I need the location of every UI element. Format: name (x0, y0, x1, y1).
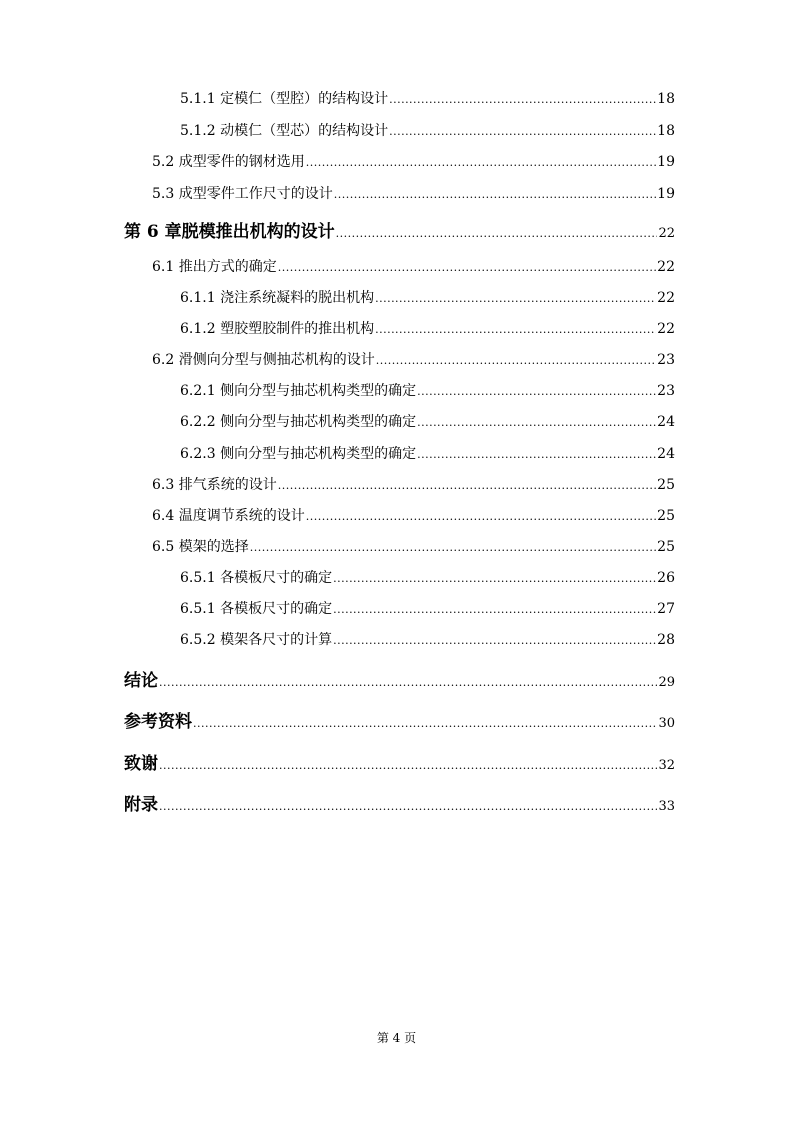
toc-entry-page: 27 (657, 601, 675, 617)
toc-leader (417, 385, 656, 398)
toc-leader (250, 541, 656, 554)
toc-entry-page: 18 (657, 91, 675, 107)
toc-entry-page: 25 (657, 508, 675, 524)
toc-entry-page: 30 (658, 716, 675, 731)
toc-entry-6-5[interactable] (152, 536, 675, 556)
toc-entry-page: 23 (657, 383, 675, 399)
toc-entry-conclusion[interactable] (124, 666, 675, 691)
toc-entry-page: 24 (657, 414, 675, 430)
toc-entry-title: 5.2 成型零件的钢材选用 (152, 154, 305, 170)
toc-entry-title: 致谢 (124, 754, 158, 774)
toc-entry-6-1[interactable] (152, 256, 675, 276)
toc-entry-title: 6.1 推出方式的确定 (152, 259, 277, 275)
toc-entry-title: 第 6 章脱模推出机构的设计 (124, 222, 335, 242)
toc-entry-6-2-2[interactable] (180, 411, 675, 431)
toc-entry-title: 6.2 滑侧向分型与侧抽芯机构的设计 (152, 352, 375, 368)
toc-leader (334, 188, 656, 201)
toc-entry-title: 6.5.1 各模板尺寸的确定 (180, 601, 333, 617)
toc-entry-page: 22 (657, 290, 675, 306)
toc-entry-title: 参考资料 (124, 712, 192, 732)
toc-entry-page: 23 (657, 352, 675, 368)
toc-entry-page: 33 (658, 799, 675, 814)
toc-entry-5-1-2[interactable] (180, 120, 675, 140)
toc-entry-title: 6.5.2 模架各尺寸的计算 (180, 632, 333, 648)
toc-leader (417, 448, 656, 461)
toc-entry-title: 5.1.2 动模仁（型芯）的结构设计 (180, 123, 389, 139)
toc-leader (306, 156, 656, 169)
toc-entry-page: 22 (657, 321, 675, 337)
toc-leader (375, 323, 656, 336)
toc-entry-title: 6.1.1 浇注系统凝料的脱出机构 (180, 290, 375, 306)
page-number-footer: 第 4 页 (376, 1031, 417, 1045)
toc-entry-page: 22 (658, 226, 675, 241)
toc-entry-page: 18 (657, 123, 675, 139)
toc-entry-appendix[interactable] (124, 790, 675, 815)
toc-entry-6-5-2[interactable] (180, 629, 675, 649)
toc-entry-title: 6.4 温度调节系统的设计 (152, 508, 305, 524)
toc-leader (278, 479, 656, 492)
toc-entry-5-3[interactable] (152, 183, 675, 203)
toc-entry-6-1-1[interactable] (180, 287, 675, 307)
toc-entry-page: 26 (657, 570, 675, 586)
toc-entry-title: 5.1.1 定模仁（型腔）的结构设计 (180, 91, 389, 107)
toc-entry-title: 6.5 模架的选择 (152, 539, 249, 555)
toc-leader (389, 93, 656, 106)
toc-entry-page: 29 (658, 675, 675, 690)
toc-leader (193, 717, 657, 730)
toc-entry-acknowledgements[interactable] (124, 749, 675, 774)
toc-leader (333, 634, 656, 647)
toc-leader (376, 354, 656, 367)
toc-entry-title: 6.5.1 各模板尺寸的确定 (180, 570, 333, 586)
toc-entry-chapter-6[interactable] (124, 217, 675, 242)
toc-leader (336, 227, 658, 240)
toc-entry-title: 6.2.1 侧向分型与抽芯机构类型的确定 (180, 383, 417, 399)
toc-entry-references[interactable] (124, 707, 675, 732)
toc-entry-title: 6.2.3 侧向分型与抽芯机构类型的确定 (180, 446, 417, 462)
toc-entry-6-3[interactable] (152, 474, 675, 494)
toc-entry-6-5-1[interactable] (180, 567, 675, 587)
toc-entry-title: 结论 (124, 671, 158, 691)
toc-entry-page: 25 (657, 539, 675, 555)
toc-entry-6-2-1[interactable] (180, 380, 675, 400)
toc-leader (278, 261, 656, 274)
toc-entry-5-1-1[interactable] (180, 88, 675, 108)
toc-entry-6-5-1-b[interactable] (180, 598, 675, 618)
toc-leader (159, 759, 657, 772)
toc-entry-page: 19 (657, 186, 675, 202)
toc-leader (159, 676, 657, 689)
toc-leader (375, 292, 656, 305)
toc-entry-page: 24 (657, 446, 675, 462)
toc-entry-title: 5.3 成型零件工作尺寸的设计 (152, 186, 333, 202)
toc-entry-page: 22 (657, 259, 675, 275)
toc-leader (417, 416, 656, 429)
toc-entry-title: 6.3 排气系统的设计 (152, 477, 277, 493)
toc-entry-title: 附录 (124, 795, 158, 815)
toc-entry-6-2-3[interactable] (180, 443, 675, 463)
toc-leader (306, 510, 656, 523)
toc-entry-page: 19 (657, 154, 675, 170)
toc-entry-page: 28 (657, 632, 675, 648)
toc-entry-page: 32 (658, 758, 675, 773)
toc-entry-6-4[interactable] (152, 505, 675, 525)
toc-entry-5-2[interactable] (152, 151, 675, 171)
toc-leader (333, 572, 656, 585)
toc-entry-6-1-2[interactable] (180, 318, 675, 338)
toc-entry-6-2[interactable] (152, 349, 675, 369)
toc-leader (333, 603, 656, 616)
toc-entry-title: 6.1.2 塑胶塑胶制件的推出机构 (180, 321, 375, 337)
toc-leader (159, 800, 657, 813)
toc-entry-page: 25 (657, 477, 675, 493)
toc-entry-title: 6.2.2 侧向分型与抽芯机构类型的确定 (180, 414, 417, 430)
toc-leader (389, 125, 656, 138)
